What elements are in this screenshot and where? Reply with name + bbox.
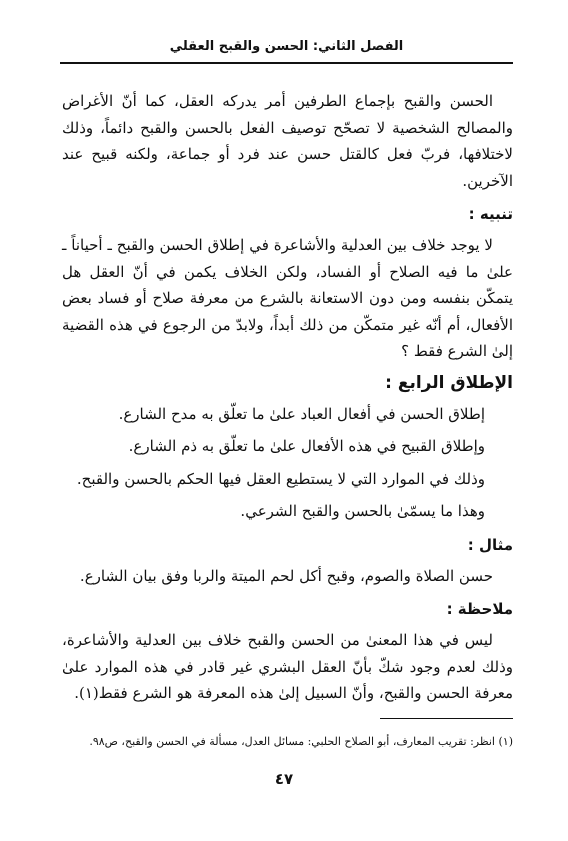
fourth-usage-heading: الإطلاق الرابع : (385, 372, 513, 393)
header-rule (60, 62, 513, 64)
running-head: الفصل الثاني: الحسن والقبح العقلي (169, 39, 404, 54)
note-paragraph: لا يوجد خلاف بين العدلية والأشاعرة في إطلاق الحسن والقبح ـ أحياناً ـ علىٰ ما فيه الصلاح أو الفساد، ولكن الخلاف يكمن في أنّ العقل هل يتمكّن بنفسه ومن دون الاستعانة بالشرع من معرفة صلاح أو فساد بعض الأفعال، أم أنّه غير متمكّن من ذلك أبداً، ولابدّ من الرجوع في هذه القضية إلىٰ الشرع فقط ؟ (62, 236, 513, 360)
footnote-marker: (١). (74, 684, 99, 702)
page-number: ٤٧ (274, 770, 294, 788)
footnote-rule (380, 718, 513, 719)
fourth-usage-line-3: وذلك في الموارد التي لا يستطيع العقل فيها الحكم بالحسن والقبح. (76, 469, 485, 488)
footnote: (١) انظر: تقريب المعارف، أبو الصلاح الحلبي: مسائل العدل، مسألة في الحسن والقبح، ص٩٨. (89, 735, 513, 748)
example-heading: مثال : (467, 535, 513, 554)
fourth-usage-line-4: وهذا ما يسمّىٰ بالحسن والقبح الشرعي. (240, 502, 485, 520)
example-paragraph: حسن الصلاة والصوم، وقبح أكل لحم الميتة والربا وفق بيان الشارع. (79, 566, 493, 585)
note-heading: تنبيه : (468, 205, 513, 223)
fourth-usage-line-1: إطلاق الحسن في أفعال العباد علىٰ ما تعلّق به مدح الشارع. (118, 404, 485, 423)
fourth-usage-line-2: وإطلاق القبيح في هذه الأفعال علىٰ ما تعلّق به ذم الشارع. (128, 437, 485, 455)
remark-paragraph (62, 627, 513, 707)
main-text (62, 88, 513, 707)
remark-text: ليس في هذا المعنىٰ من الحسن والقبح خلاف بين العدلية والأشاعرة، وذلك لعدم وجود شكّ بأنّ العقل البشري غير قادر في هذه الموارد علىٰ معرفة الحسن والقبح، وأنّ السبيل إلىٰ هذه المعرفة هو الشرع فقط (62, 631, 513, 702)
remark-heading: ملاحظة : (446, 600, 513, 618)
intro-paragraph: الحسن والقبح بإجماع الطرفين أمر يدركه العقل، كما أنّ الأغراض والمصالح الشخصية لا تصحّح توصيف الفعل بالحسن والقبح دائماً، وذلك لاختلافها، فربّ فعل كالقتل حسن عند فرد أو جماعة، ولكنه قبيح عند الآخرين. (62, 92, 513, 190)
